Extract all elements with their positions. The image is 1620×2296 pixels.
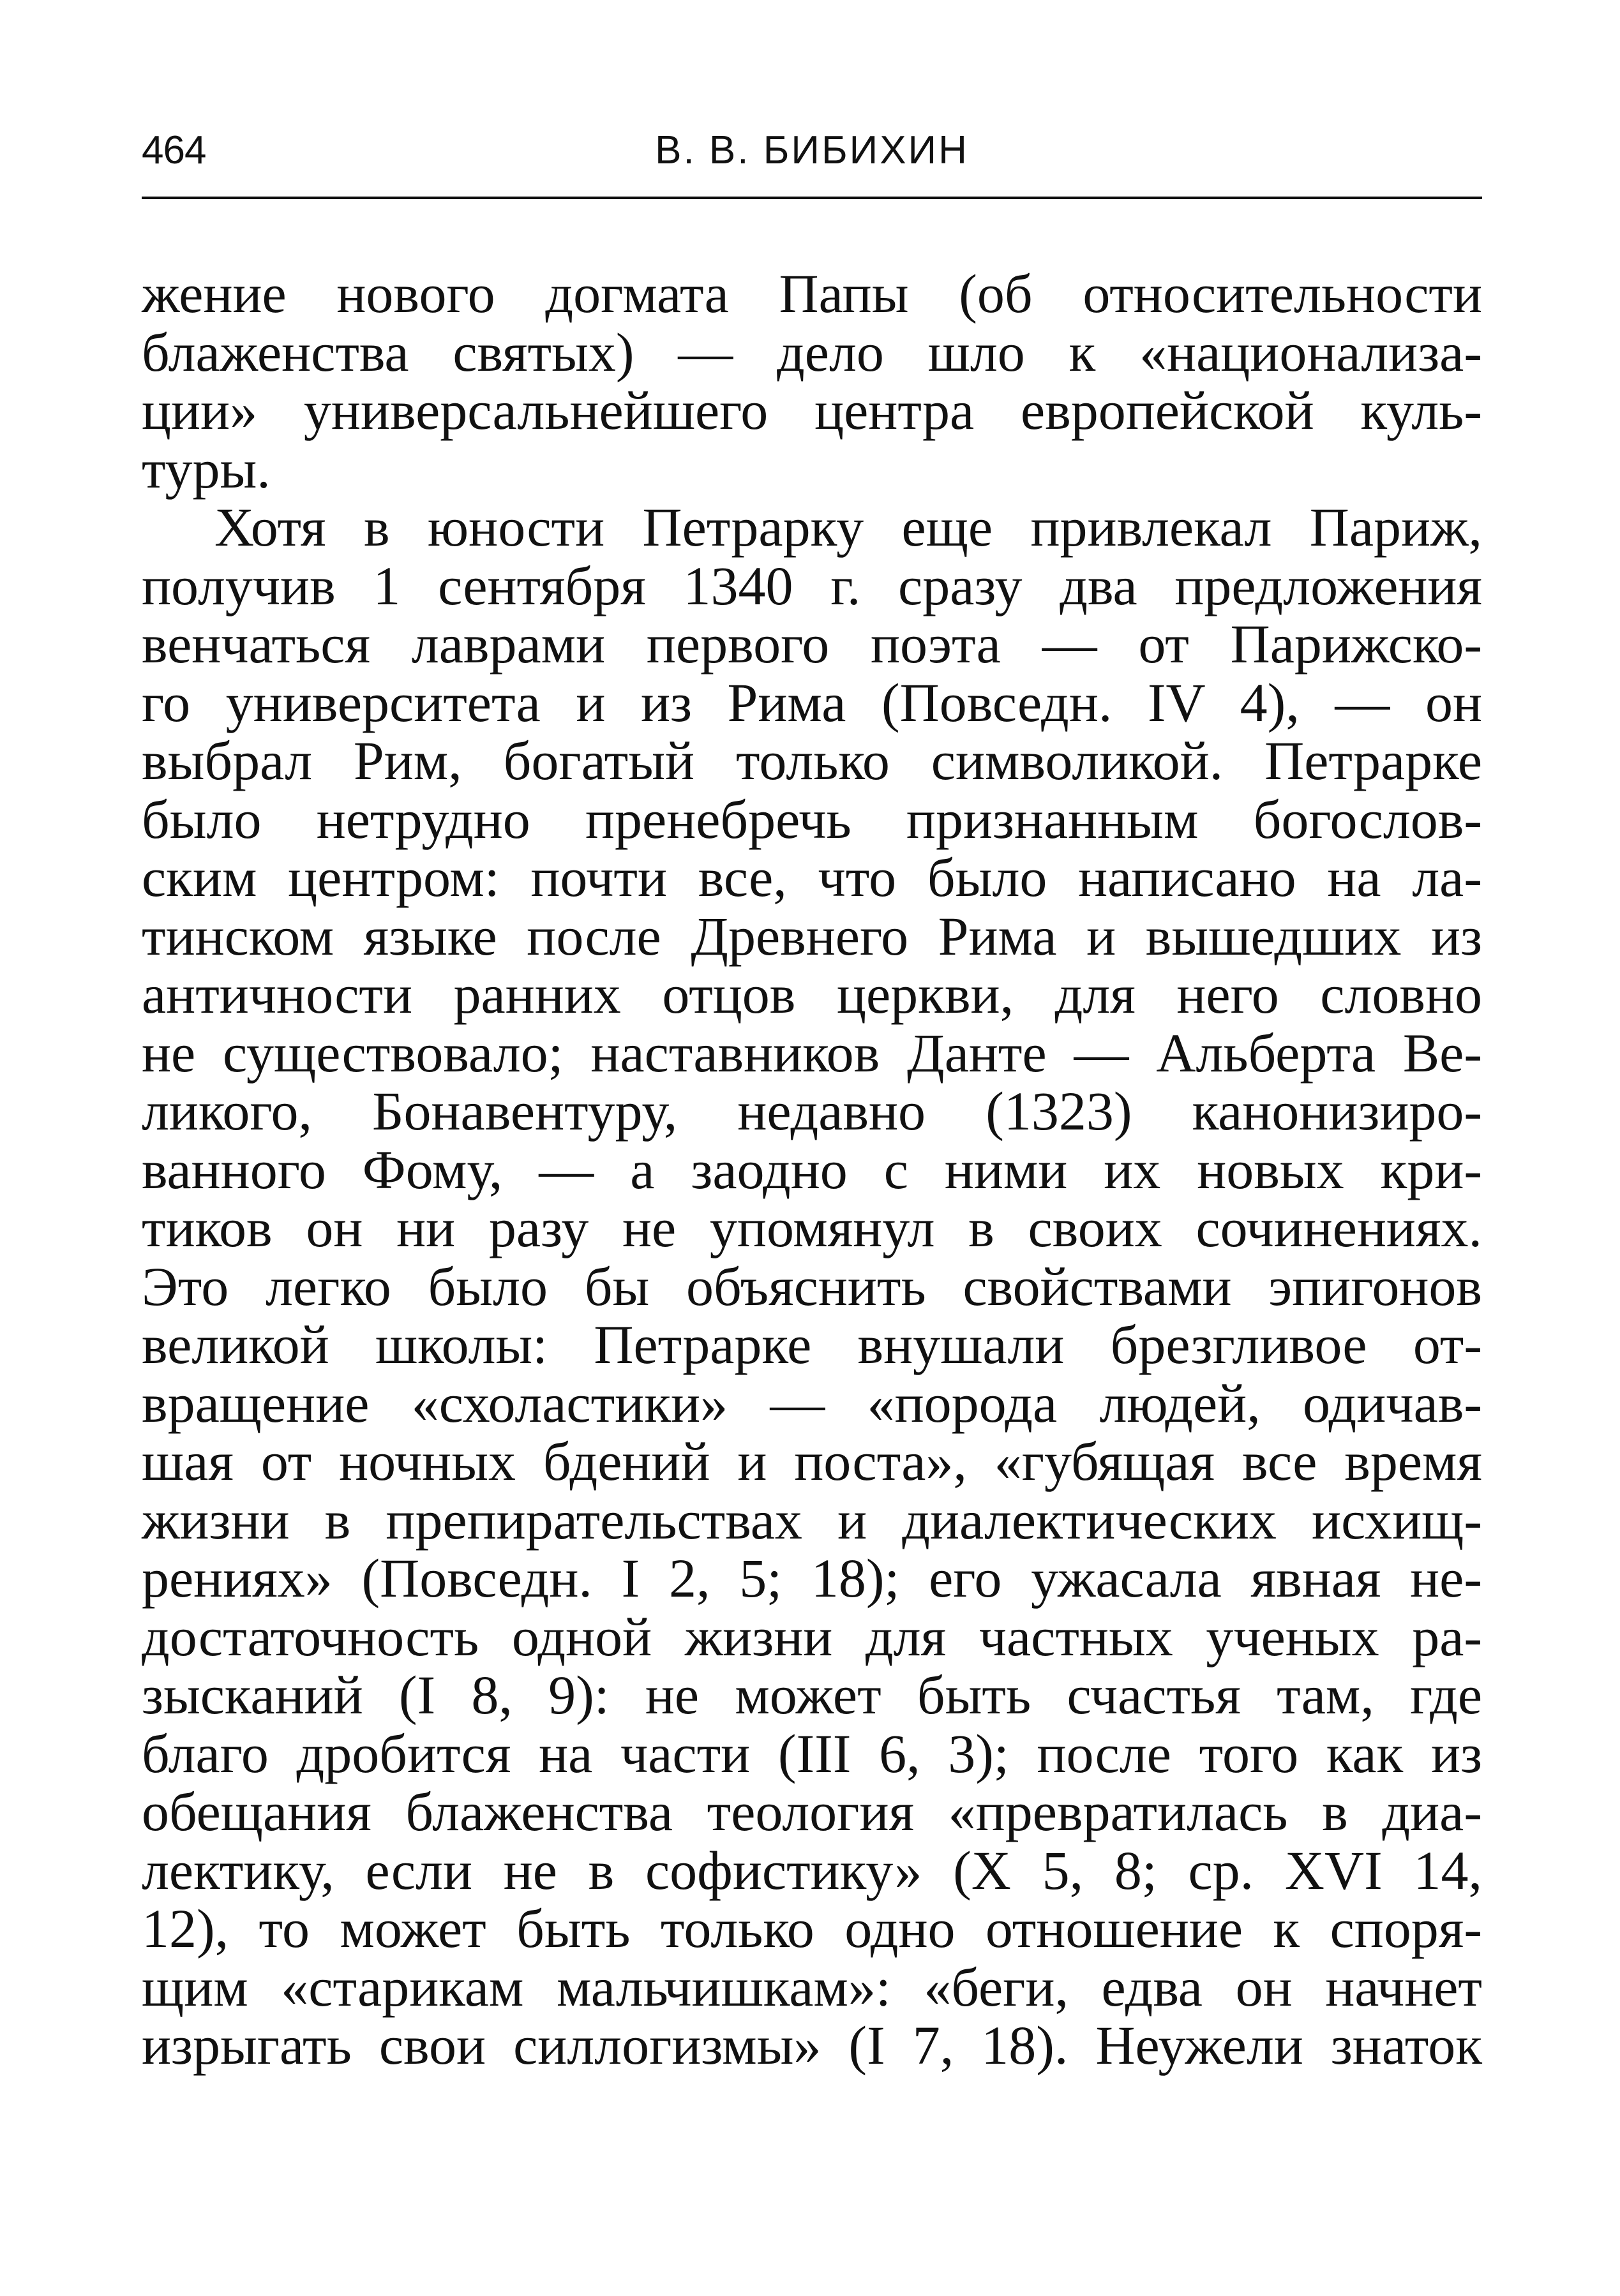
body-text xyxy=(142,265,1482,2075)
text-line: зысканий (I 8, 9): не может быть счастья там, где xyxy=(142,1664,1482,1726)
running-head: В. В. БИБИХИН xyxy=(655,128,969,172)
text-line: выбрал Рим, богатый только символикой. Петрарке xyxy=(142,730,1482,791)
text-line: жизни в препирательствах и диалектических исхищ- xyxy=(142,1489,1482,1551)
text-line: го университета и из Рима (Повседн. IV 4), — он xyxy=(142,671,1482,733)
page-number: 464 xyxy=(142,128,206,172)
text-line: Это легко было бы объяснить свойствами эпигонов xyxy=(142,1255,1482,1317)
text-line: ликого, Бонавентуру, недавно (1323) канонизиро- xyxy=(142,1080,1482,1142)
text-line: туры. xyxy=(142,438,271,500)
text-line: тинском языке после Древнего Рима и вышедших из xyxy=(142,905,1482,967)
text-line: благо дробится на части (III 6, 3); после того как из xyxy=(142,1722,1482,1784)
text-line: достаточность одной жизни для частных ученых ра- xyxy=(142,1606,1482,1667)
header-rule xyxy=(142,197,1482,199)
text-line: вращение «схоластики» — «порода людей, одичав- xyxy=(142,1372,1482,1434)
text-line: 12), то может быть только одно отношение к споря- xyxy=(142,1898,1482,1959)
text-line: обещания блаженства теология «превратилась в диа- xyxy=(142,1781,1482,1842)
text-line: античности ранних отцов церкви, для него словно xyxy=(142,964,1482,1025)
text-line: получив 1 сентября 1340 г. сразу два предложения xyxy=(142,555,1482,616)
text-line: жение нового догмата Папы (об относительности xyxy=(142,263,1482,324)
text-line: тиков он ни разу не упомянул в своих сочинениях. xyxy=(142,1197,1482,1258)
text-line: щим «старикам мальчишкам»: «беги, едва он начнет xyxy=(142,1956,1482,2018)
text-line: было нетрудно пренебречь признанным богослов- xyxy=(142,788,1482,850)
text-line: рениях» (Повседн. I 2, 5; 18); его ужасала явная не- xyxy=(142,1547,1482,1609)
text-line: не существовало; наставников Данте — Альберта Ве- xyxy=(142,1022,1482,1084)
text-line: венчаться лаврами первого поэта — от Парижско- xyxy=(142,613,1482,675)
text-line: ванного Фому, — а заодно с ними их новых кри- xyxy=(142,1138,1482,1200)
text-line: великой школы: Петрарке внушали брезгливое от- xyxy=(142,1314,1482,1375)
text-line: Хотя в юности Петрарку еще привлекал Париж, xyxy=(214,496,1482,558)
text-line: изрыгать свои силлогизмы» (I 7, 18). Неужели знаток xyxy=(142,2015,1482,2076)
text-line: ским центром: почти все, что было написано на ла- xyxy=(142,847,1482,908)
text-line: лектику, если не в софистику» (X 5, 8; ср. XVI 14, xyxy=(142,1839,1482,1901)
page-header xyxy=(142,120,1482,181)
text-line: блаженства святых) — дело шло к «национализа- xyxy=(142,321,1482,383)
text-line: ции» универсальнейшего центра европейской куль- xyxy=(142,380,1482,441)
text-line: шая от ночных бдений и поста», «губящая все время xyxy=(142,1431,1482,1492)
